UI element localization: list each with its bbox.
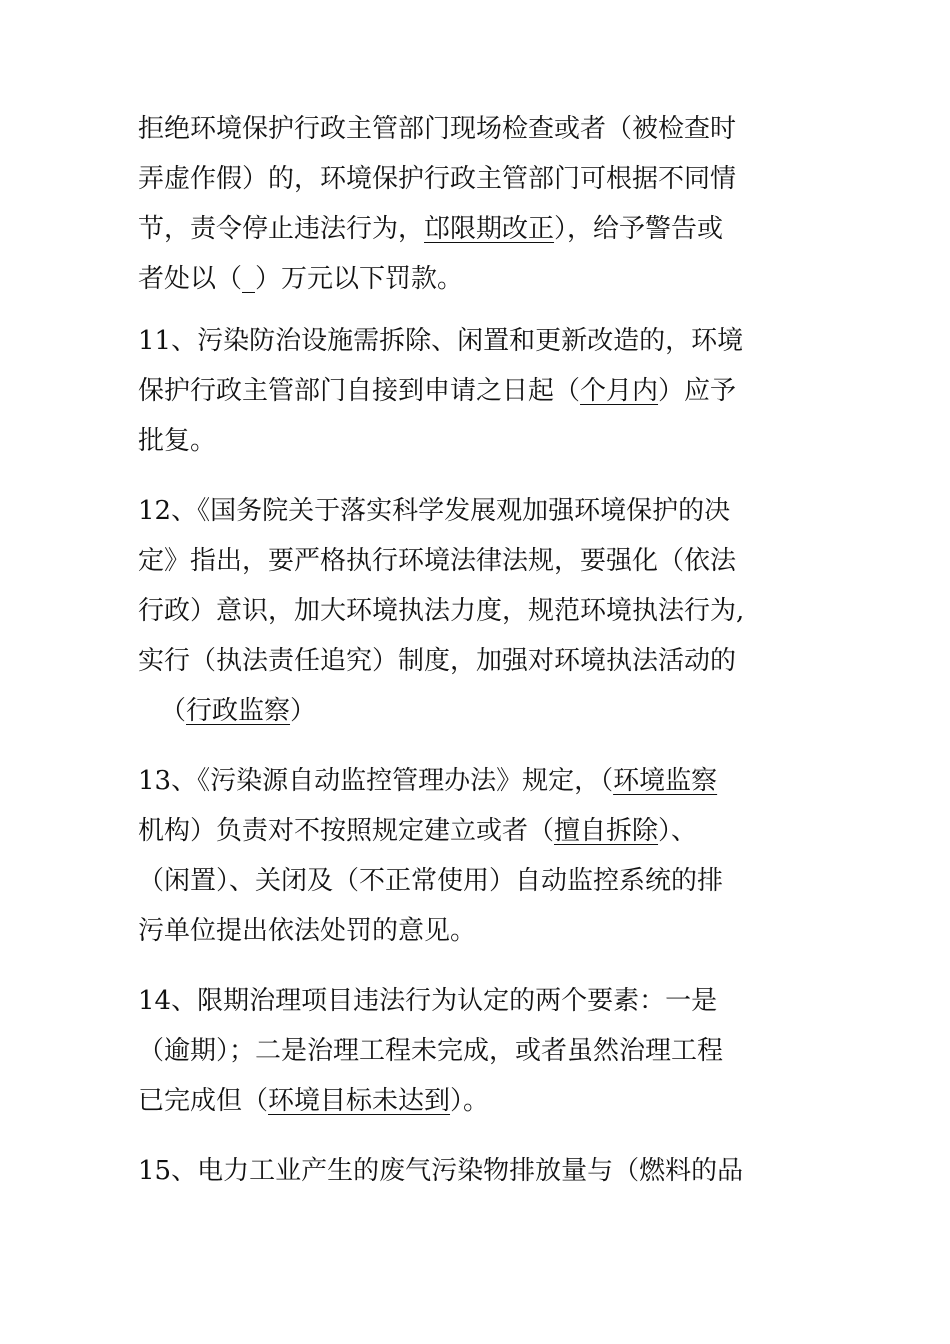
text-segment: 15、电力工业产生的废气污染物排放量与（燃料的品 — [138, 1156, 744, 1186]
text-line — [138, 761, 818, 801]
text-segment: 机构）负责对不按照规定建立或者（ — [138, 816, 555, 846]
text-segment: 行政）意识，加大环境执法力度，规范环境执法行为, — [138, 596, 745, 626]
text-line — [138, 159, 818, 199]
text-segment: 定》指出，要严格执行环境法律法规，要强化（依法 — [138, 546, 737, 576]
text-segment: 节，责令停止违法行为， — [138, 214, 425, 244]
text-segment: 12、《国务院关于落实科学发展观加强环境保护的决 — [138, 496, 731, 526]
text-segment: 13、《污染源自动监控管理办法》规定，（ — [138, 766, 614, 796]
text-segment: 保护行政主管部门自接到申请之日起（ — [138, 376, 581, 406]
text-line — [138, 209, 818, 249]
text-line — [138, 1081, 818, 1121]
text-line — [138, 1151, 818, 1191]
text-segment: ）应予 — [658, 376, 737, 406]
text-segment: （逾期）；二是治理工程未完成，或者虽然治理工程 — [138, 1036, 724, 1066]
underlined-answer: 环境目标未达到 — [268, 1086, 451, 1116]
text-segment: 者处以（_）万元以下罚款。 — [138, 264, 464, 294]
text-line — [138, 371, 818, 411]
underlined-answer: 行政监察 — [186, 696, 291, 726]
text-line — [138, 421, 818, 461]
text-segment: ），给予警告或 — [554, 214, 724, 244]
text-segment: 11、污染防治设施需拆除、闲置和更新改造的，环境 — [138, 326, 744, 356]
text-segment: 批复。 — [138, 426, 217, 456]
underlined-answer: 擅自拆除 — [554, 816, 659, 846]
text-line — [138, 811, 818, 851]
underlined-answer: 个月内 — [580, 376, 659, 406]
text-segment: 已完成但（ — [138, 1086, 269, 1116]
text-segment: ）、 — [658, 816, 698, 846]
text-line — [138, 321, 818, 361]
text-line — [138, 861, 818, 901]
text-line — [160, 691, 840, 731]
underlined-answer: 邙限期改正 — [424, 214, 555, 244]
text-line — [138, 641, 818, 681]
text-line — [138, 1031, 818, 1071]
text-line — [138, 541, 818, 581]
text-line — [138, 591, 818, 631]
text-line — [138, 259, 818, 299]
text-segment: ）。 — [450, 1086, 490, 1116]
text-segment: 实行（执法责任追究）制度，加强对环境执法活动的 — [138, 646, 737, 676]
text-line — [138, 911, 818, 951]
text-segment: 14、限期治理项目违法行为认定的两个要素：一是 — [138, 986, 718, 1016]
text-segment: （闲置）、关闭及（不正常使用）自动监控系统的排 — [138, 866, 724, 896]
text-segment: 污单位提出依法处罚的意见。 — [138, 916, 477, 946]
text-segment: ） — [290, 696, 317, 726]
text-line — [138, 109, 818, 149]
underlined-answer: 环境监察 — [613, 766, 718, 796]
text-segment: （ — [160, 696, 187, 726]
text-segment: 拒绝环境保护行政主管部门现场检查或者（被检查时 — [138, 114, 737, 144]
text-segment: 弄虚作假）的，环境保护行政主管部门可根据不同情 — [138, 164, 737, 194]
text-line — [138, 981, 818, 1021]
text-line — [138, 491, 818, 531]
